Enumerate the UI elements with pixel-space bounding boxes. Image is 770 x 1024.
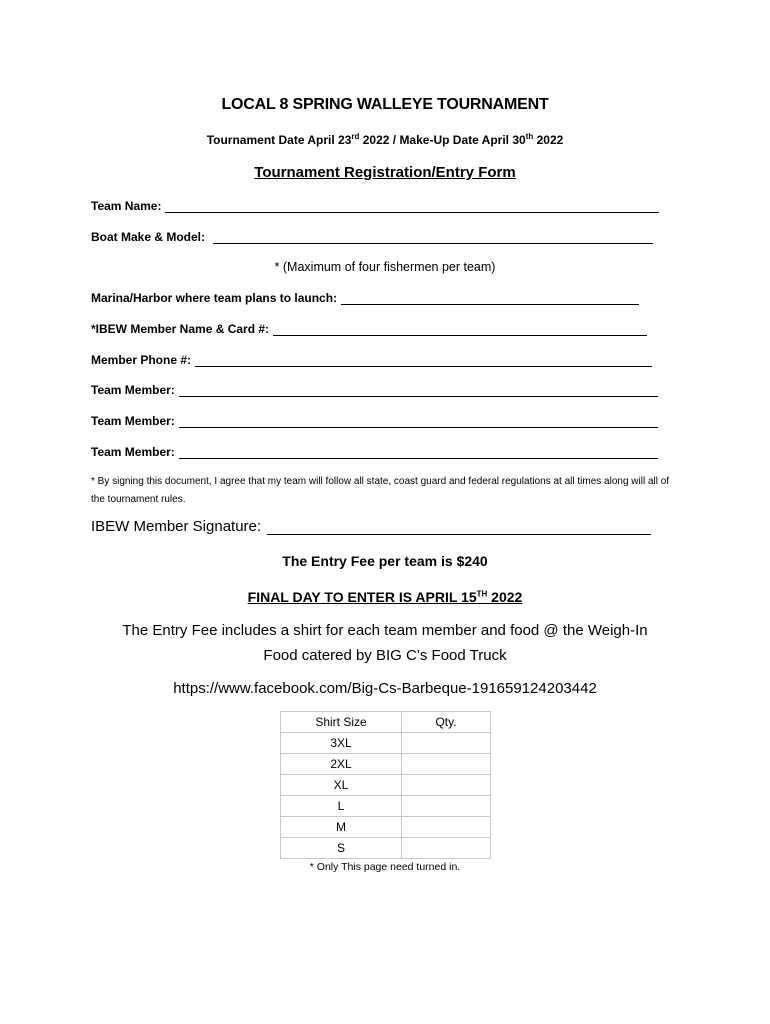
dates-middle: 2022 / Make-Up Date April 30	[359, 133, 526, 147]
facebook-url[interactable]: https://www.facebook.com/Big-Cs-Barbeque-191659124203442	[173, 680, 597, 697]
document-title: LOCAL 8 SPRING WALLEYE TOURNAMENT	[221, 96, 549, 113]
final-sup: TH	[476, 589, 488, 599]
signature-label: IBEW Member Signature:	[91, 518, 262, 535]
table-row	[281, 775, 491, 796]
table-row	[281, 796, 491, 817]
table-row	[281, 838, 491, 859]
dates-suffix: 2022	[533, 133, 564, 147]
final-day-text	[0, 589, 770, 605]
team-member-line[interactable]	[179, 384, 658, 397]
team-name-field[interactable]	[91, 199, 659, 213]
qty-cell[interactable]	[402, 733, 491, 754]
marina-line[interactable]	[341, 292, 639, 305]
team-name-label: Team Name:	[91, 199, 162, 213]
signature-line[interactable]	[267, 520, 651, 535]
table-row	[281, 754, 491, 775]
team-member-field-1[interactable]	[91, 383, 658, 397]
ibew-member-field[interactable]	[91, 322, 647, 336]
qty-header: Qty.	[402, 712, 491, 733]
phone-field[interactable]	[91, 353, 652, 367]
final-prefix: FINAL DAY TO ENTER IS APRIL 15	[247, 589, 477, 605]
qty-cell[interactable]	[402, 754, 491, 775]
team-member-label: Team Member:	[91, 414, 175, 428]
team-name-line[interactable]	[165, 200, 659, 213]
size-cell: S	[281, 838, 402, 859]
boat-line[interactable]	[213, 231, 653, 244]
size-cell: 2XL	[281, 754, 402, 775]
team-member-line[interactable]	[179, 446, 658, 459]
team-member-field-3[interactable]	[91, 445, 658, 459]
qty-cell[interactable]	[402, 817, 491, 838]
size-cell: XL	[281, 775, 402, 796]
phone-line[interactable]	[195, 354, 652, 367]
disclaimer-text: * By signing this document, I agree that my team will follow all state, coast guard and federal regulations at all times along will all of the tournament rules.	[91, 476, 670, 505]
size-cell: L	[281, 796, 402, 817]
ibew-member-label: *IBEW Member Name & Card #:	[91, 322, 270, 336]
team-member-label: Team Member:	[91, 383, 175, 397]
dates-sup-rd: rd	[351, 132, 360, 141]
marina-label: Marina/Harbor where team plans to launch:	[91, 291, 338, 305]
max-fishermen-note: * (Maximum of four fishermen per team)	[274, 260, 496, 274]
includes-text: The Entry Fee includes a shirt for each team member and food @ the Weigh-In	[122, 622, 648, 639]
marina-field[interactable]	[91, 291, 639, 305]
final-suffix: 2022	[487, 589, 523, 605]
team-member-field-2[interactable]	[91, 414, 658, 428]
shirt-size-header: Shirt Size	[281, 712, 402, 733]
table-header-row	[281, 712, 491, 733]
size-cell: M	[281, 817, 402, 838]
dates-prefix: Tournament Date April 23	[206, 133, 352, 147]
table-row	[281, 817, 491, 838]
team-member-label: Team Member:	[91, 445, 175, 459]
catered-text: Food catered by BIG C’s Food Truck	[263, 647, 507, 664]
entry-fee-text: The Entry Fee per team is $240	[282, 553, 488, 569]
boat-label: Boat Make & Model:	[91, 230, 206, 244]
boat-field[interactable]	[91, 230, 653, 244]
tournament-dates	[0, 132, 770, 147]
dates-sup-th: th	[525, 132, 534, 141]
team-member-line[interactable]	[179, 415, 658, 428]
phone-label: Member Phone #:	[91, 353, 192, 367]
ibew-member-line[interactable]	[273, 323, 647, 336]
signature-field[interactable]	[91, 518, 651, 535]
size-cell: 3XL	[281, 733, 402, 754]
qty-cell[interactable]	[402, 775, 491, 796]
footer-note: * Only This page need turned in.	[309, 861, 461, 873]
qty-cell[interactable]	[402, 838, 491, 859]
qty-cell[interactable]	[402, 796, 491, 817]
form-title: Tournament Registration/Entry Form	[254, 164, 516, 181]
shirt-size-table	[280, 711, 491, 859]
table-row	[281, 733, 491, 754]
